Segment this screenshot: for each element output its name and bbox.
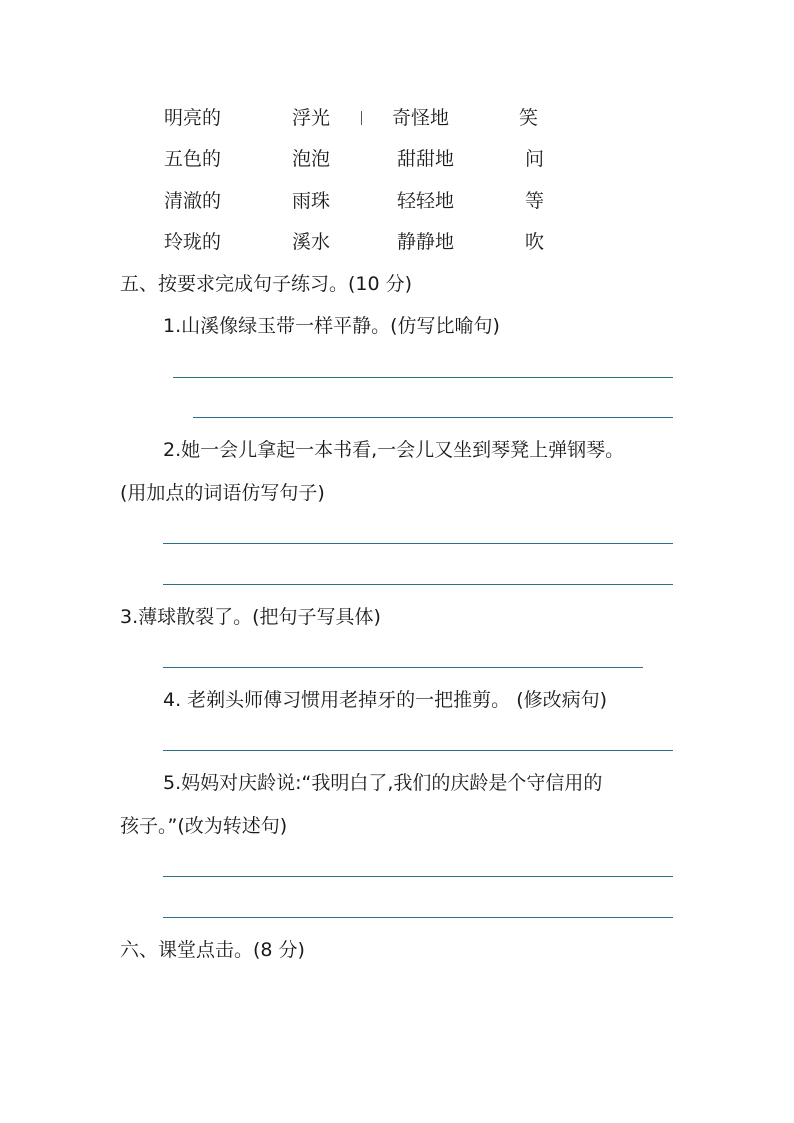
match-cell: 溪水: [292, 231, 331, 253]
question-3: 3.薄球散裂了。(把句子写具体): [120, 606, 381, 628]
match-cell: 五色的: [164, 148, 222, 170]
answer-line[interactable]: [163, 876, 673, 877]
question-1: 1.山溪像绿玉带一样平静。(仿写比喻句): [163, 315, 500, 337]
match-cell: 泡泡: [292, 148, 331, 170]
match-cell: 浮光: [292, 107, 331, 129]
answer-line[interactable]: [163, 584, 673, 585]
match-cell: 雨珠: [292, 190, 331, 212]
match-cell: 甜甜地: [397, 148, 455, 170]
answer-line[interactable]: [163, 667, 643, 668]
answer-line[interactable]: [193, 417, 673, 418]
answer-line[interactable]: [163, 543, 673, 544]
match-cell: 轻轻地: [397, 190, 455, 212]
match-cell: 清澈的: [164, 190, 222, 212]
match-cell: 等: [525, 190, 545, 212]
match-cell: 奇怪地: [392, 107, 450, 129]
match-cell: 问: [525, 148, 545, 170]
question-5-note: 孩子。”(改为转述句): [120, 815, 288, 837]
question-2-note: (用加点的词语仿写句子): [120, 482, 325, 504]
match-cell: 吹: [525, 231, 545, 253]
match-cell: 明亮的: [164, 107, 222, 129]
section-heading: 六、课堂点击。(8 分): [120, 939, 305, 961]
answer-line[interactable]: [163, 750, 673, 751]
match-cell: 静静地: [397, 231, 455, 253]
question-4: 4. 老剃头师傅习惯用老掉牙的一把推剪。 (修改病句): [163, 689, 608, 711]
question-2: 2.她一会儿拿起一本书看,一会儿又坐到琴凳上弹钢琴。: [163, 439, 625, 461]
answer-line[interactable]: [173, 377, 673, 378]
match-cell: 玲珑的: [164, 231, 222, 253]
match-cell: 笑: [519, 107, 539, 129]
divider-mark: [361, 111, 362, 125]
question-5: 5.妈妈对庆龄说:“我明白了,我们的庆龄是个守信用的: [163, 772, 603, 794]
answer-line[interactable]: [163, 917, 673, 918]
section-heading: 五、按要求完成句子练习。(10 分): [120, 273, 413, 295]
